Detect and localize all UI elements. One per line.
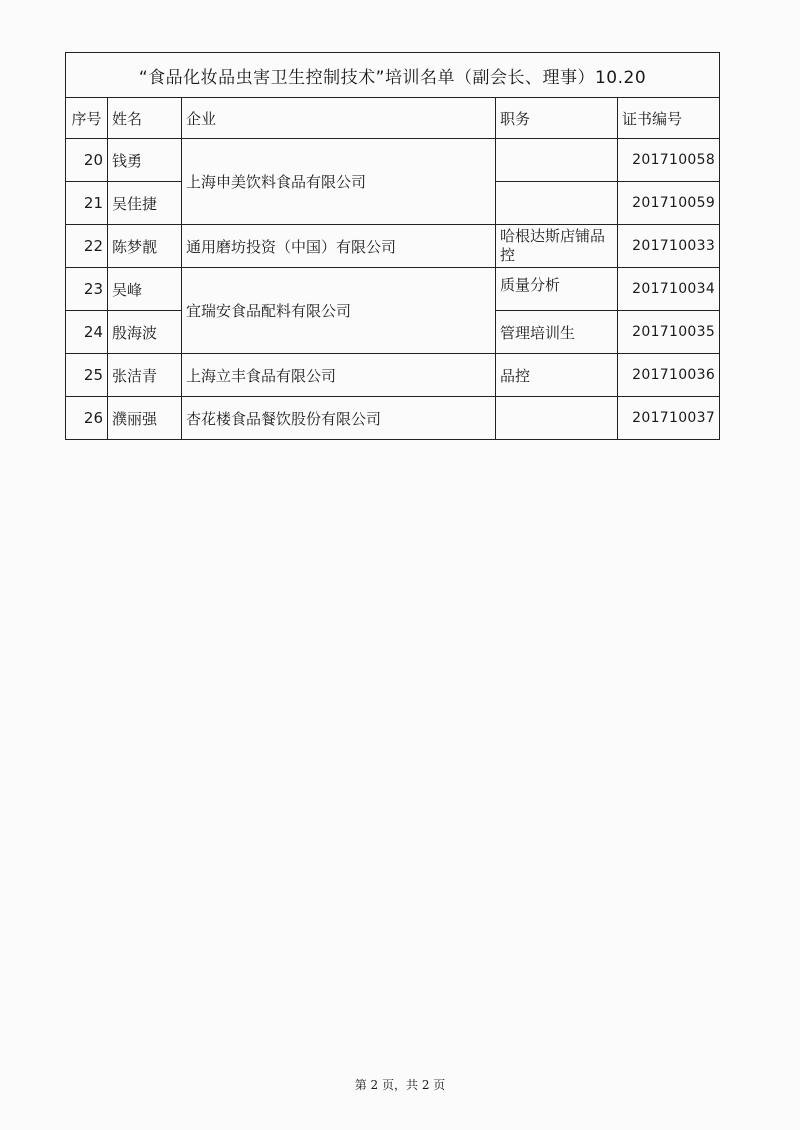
row-position: 管理培训生	[496, 311, 618, 354]
row-seq: 24	[66, 311, 108, 354]
row-seq: 21	[66, 182, 108, 225]
row-company: 上海申美饮料食品有限公司	[182, 139, 496, 225]
row-name: 濮丽强	[108, 397, 182, 440]
header-company: 企业	[182, 98, 496, 139]
row-seq: 23	[66, 268, 108, 311]
header-position: 职务	[496, 98, 618, 139]
row-company: 杏花楼食品餐饮股份有限公司	[182, 397, 496, 440]
row-name: 殷海波	[108, 311, 182, 354]
row-name: 钱勇	[108, 139, 182, 182]
table-row	[66, 397, 720, 440]
header-name: 姓名	[108, 98, 182, 139]
row-seq: 26	[66, 397, 108, 440]
row-position	[496, 139, 618, 182]
table-row	[66, 139, 720, 182]
training-roster-table	[65, 52, 720, 440]
row-name: 吴佳捷	[108, 182, 182, 225]
table-header-row	[66, 98, 720, 139]
row-seq: 20	[66, 139, 108, 182]
row-cert: 201710059	[618, 182, 720, 225]
row-company: 宜瑞安食品配料有限公司	[182, 268, 496, 354]
row-position	[496, 182, 618, 225]
row-seq: 22	[66, 225, 108, 268]
table-row	[66, 354, 720, 397]
row-cert: 201710036	[618, 354, 720, 397]
table-row	[66, 268, 720, 311]
row-cert: 201710034	[618, 268, 720, 311]
row-cert: 201710058	[618, 139, 720, 182]
row-company: 通用磨坊投资（中国）有限公司	[182, 225, 496, 268]
table-title: “食品化妆品虫害卫生控制技术”培训名单（副会长、理事）10.20	[66, 53, 720, 98]
row-seq: 25	[66, 354, 108, 397]
table-row	[66, 225, 720, 268]
row-name: 吴峰	[108, 268, 182, 311]
row-company: 上海立丰食品有限公司	[182, 354, 496, 397]
row-name: 张洁青	[108, 354, 182, 397]
row-cert: 201710037	[618, 397, 720, 440]
row-position: 哈根达斯店铺品控	[496, 225, 618, 268]
row-position: 品控	[496, 354, 618, 397]
header-seq: 序号	[66, 98, 108, 139]
row-cert: 201710035	[618, 311, 720, 354]
header-cert: 证书编号	[618, 98, 720, 139]
page-number-footer: 第 2 页，共 2 页	[354, 1078, 446, 1092]
row-cert: 201710033	[618, 225, 720, 268]
row-position: 质量分析	[496, 268, 618, 311]
row-position	[496, 397, 618, 440]
row-name: 陈梦靓	[108, 225, 182, 268]
